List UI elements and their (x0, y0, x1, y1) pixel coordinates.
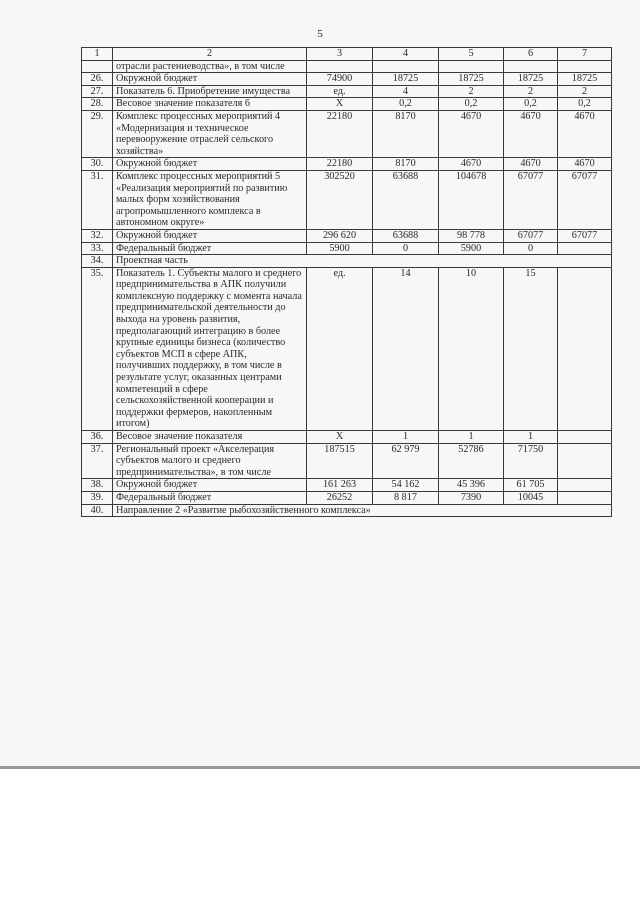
table-row (82, 479, 612, 492)
value-col-4: 8 817 (373, 491, 439, 504)
row-name: Региональный проект «Акселерация субъектов малого и среднего предпринимательства», в том числе (113, 443, 307, 479)
row-number: 29. (82, 110, 113, 157)
header-cell: 7 (558, 48, 612, 61)
value-col-5: 0,2 (439, 98, 504, 111)
value-col-6: 0,2 (504, 98, 558, 111)
value-col-5: 98 778 (439, 229, 504, 242)
value-col-6: 1 (504, 431, 558, 444)
value-col-5: 45 396 (439, 479, 504, 492)
table-row (82, 267, 612, 430)
table-row (82, 73, 612, 86)
section-title: Проектная часть (113, 255, 612, 268)
value-col-7: 0,2 (558, 98, 612, 111)
header-cell: 1 (82, 48, 113, 61)
row-number: 31. (82, 170, 113, 229)
value-col-4: 54 162 (373, 479, 439, 492)
row-name: Комплекс процессных мероприятий 5 «Реализация мероприятий по развитию малых форм хозяйствования агропромышленного комплекса в автономном округе» (113, 170, 307, 229)
value-col-5: 7390 (439, 491, 504, 504)
value-col-5: 10 (439, 267, 504, 430)
table-row (82, 443, 612, 479)
value-col-5: 4670 (439, 110, 504, 157)
value-col-4: 63688 (373, 170, 439, 229)
value-col-7 (558, 443, 612, 479)
value-col-6: 4670 (504, 158, 558, 171)
value-col-3: ед. (307, 267, 373, 430)
row-name: Окружной бюджет (113, 479, 307, 492)
header-cell: 2 (113, 48, 307, 61)
value-col-5: 52786 (439, 443, 504, 479)
row-number: 36. (82, 431, 113, 444)
value-col-5: 2 (439, 85, 504, 98)
row-number: 28. (82, 98, 113, 111)
value-col-4: 8170 (373, 158, 439, 171)
value-col-6: 67077 (504, 170, 558, 229)
header-cell: 6 (504, 48, 558, 61)
value-col-3: 5900 (307, 242, 373, 255)
value-col-6: 10045 (504, 491, 558, 504)
value-col-4: 14 (373, 267, 439, 430)
row-number: 35. (82, 267, 113, 430)
value-col-7 (558, 491, 612, 504)
value-col-6: 4670 (504, 110, 558, 157)
value-col-7 (558, 267, 612, 430)
value-col-4: 4 (373, 85, 439, 98)
row-name: Весовое значение показателя 6 (113, 98, 307, 111)
value-col-6: 67077 (504, 229, 558, 242)
continuation-row (82, 60, 612, 73)
value-col-4: 63688 (373, 229, 439, 242)
value-col-6: 61 705 (504, 479, 558, 492)
row-number: 27. (82, 85, 113, 98)
row-name: Окружной бюджет (113, 158, 307, 171)
table-header-row (82, 48, 612, 61)
table-row (82, 110, 612, 157)
table-row (82, 98, 612, 111)
row-name: Окружной бюджет (113, 73, 307, 86)
value-col-5: 1 (439, 431, 504, 444)
row-name: Федеральный бюджет (113, 491, 307, 504)
value-col-7: 2 (558, 85, 612, 98)
value-col-5: 5900 (439, 242, 504, 255)
row-number: 30. (82, 158, 113, 171)
value-col-4: 1 (373, 431, 439, 444)
value-col-6: 18725 (504, 73, 558, 86)
value-col-4: 18725 (373, 73, 439, 86)
value-col-7 (558, 431, 612, 444)
row-number: 39. (82, 491, 113, 504)
value-col-7: 18725 (558, 73, 612, 86)
table-row (82, 229, 612, 242)
section-row-project-part (82, 255, 612, 268)
value-col-5: 4670 (439, 158, 504, 171)
section-row-direction-2 (82, 504, 612, 517)
value-col-3: 22180 (307, 158, 373, 171)
row-number: 34. (82, 255, 113, 268)
value-col-6: 0 (504, 242, 558, 255)
table-row (82, 431, 612, 444)
value-col-3: 187515 (307, 443, 373, 479)
value-col-7: 67077 (558, 229, 612, 242)
budget-table (81, 47, 612, 517)
table-row (82, 170, 612, 229)
value-col-4: 0,2 (373, 98, 439, 111)
row-name: Окружной бюджет (113, 229, 307, 242)
row-name: Федеральный бюджет (113, 242, 307, 255)
page-number: 5 (317, 28, 323, 40)
value-col-4: 0 (373, 242, 439, 255)
row-name: Весовое значение показателя (113, 431, 307, 444)
value-col-6: 71750 (504, 443, 558, 479)
value-col-3: 74900 (307, 73, 373, 86)
table-row (82, 158, 612, 171)
row-number: 37. (82, 443, 113, 479)
value-col-5: 18725 (439, 73, 504, 86)
value-col-6: 15 (504, 267, 558, 430)
value-col-3: Х (307, 431, 373, 444)
value-col-3: 26252 (307, 491, 373, 504)
row-name: Комплекс процессных мероприятий 4 «Модернизация и техническое перевооружение отраслей сельского хозяйства» (113, 110, 307, 157)
table-row (82, 242, 612, 255)
value-col-3: 296 620 (307, 229, 373, 242)
header-cell: 4 (373, 48, 439, 61)
row-name: Показатель 1. Субъекты малого и среднего предпринимательства в АПК получили комплексную поддержку с момента начала предпринимательской деятельности до выхода на уровень развития, предполагающий интеграцию в более крупные единицы бизнеса (количество субъектов МСП в сфере АПК, получивших поддержку, в том числе в результате услуг, оказанных центрами компетенций в сфере сельскохозяйственной кооперации и поддержки фермеров, накопленным итогом) (113, 267, 307, 430)
row-number: 26. (82, 73, 113, 86)
value-col-7 (558, 242, 612, 255)
header-cell: 5 (439, 48, 504, 61)
value-col-7 (558, 479, 612, 492)
value-col-3: 302520 (307, 170, 373, 229)
row-number: 40. (82, 504, 113, 517)
row-name: отрасли растениеводства», в том числе (113, 60, 307, 73)
value-col-3: 161 263 (307, 479, 373, 492)
value-col-3: 22180 (307, 110, 373, 157)
row-number: 32. (82, 229, 113, 242)
row-number: 38. (82, 479, 113, 492)
header-cell: 3 (307, 48, 373, 61)
value-col-4: 62 979 (373, 443, 439, 479)
value-col-4: 8170 (373, 110, 439, 157)
value-col-7: 4670 (558, 158, 612, 171)
value-col-3: Х (307, 98, 373, 111)
value-col-3: ед. (307, 85, 373, 98)
value-col-5: 104678 (439, 170, 504, 229)
section-title: Направление 2 «Развитие рыбохозяйственного комплекса» (113, 504, 612, 517)
row-number: 33. (82, 242, 113, 255)
scan-edge (0, 766, 640, 769)
row-number (82, 60, 113, 73)
row-name: Показатель 6. Приобретение имущества (113, 85, 307, 98)
table-row (82, 491, 612, 504)
value-col-7: 4670 (558, 110, 612, 157)
value-col-7: 67077 (558, 170, 612, 229)
value-col-6: 2 (504, 85, 558, 98)
table-row (82, 85, 612, 98)
